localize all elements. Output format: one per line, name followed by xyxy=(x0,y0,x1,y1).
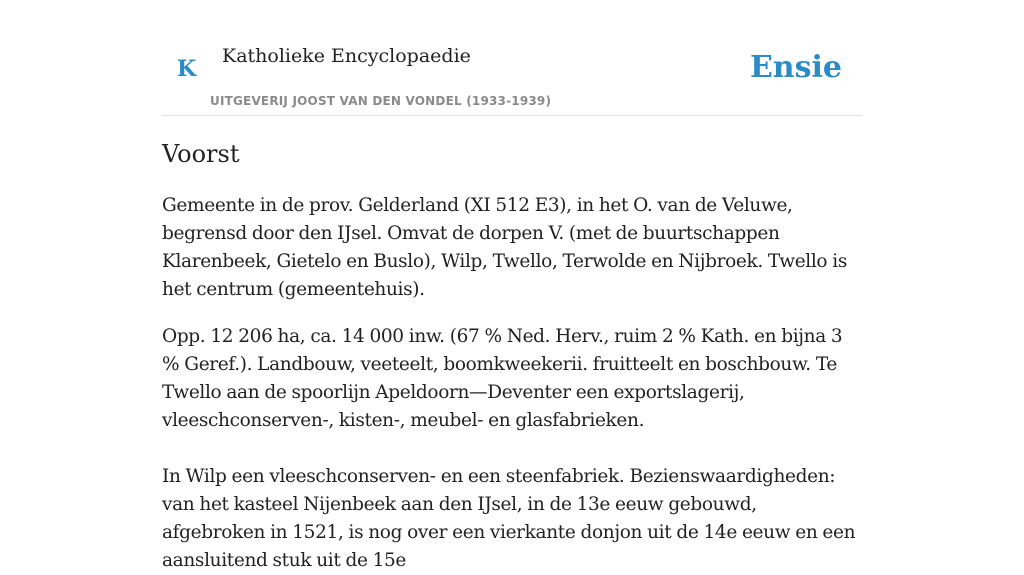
ensie-logo[interactable]: Ensie xyxy=(749,50,842,85)
page xyxy=(162,0,862,571)
entry-paragraph: Gemeente in de prov. Gelderland (XI 512 E3), in het O. van de Veluwe, begrensd door den IJsel. Omvat de dorpen V. (met de buurtschappen Klarenbeek, Gietelo en Buslo), Wilp, Twello, Terwolde en Nijbroek. Twello is het centrum (gemeentehuis). xyxy=(162,195,847,300)
book-title[interactable]: Katholieke Encyclopaedie xyxy=(222,45,471,67)
encyclopedia-logo[interactable]: K xyxy=(177,56,197,82)
entry-paragraph: Opp. 12 206 ha, ca. 14 000 inw. (67 % Ned. Herv., ruim 2 % Kath. en bijna 3 % Geref.). Landbouw, veeteelt, boomkweekerii. fruitteelt en boschbouw. Te Twello aan de spoorlijn Apeldoorn—Deventer een exportslagerij, vleeschconserven-, kisten-, meubel- en glasfabrieken. xyxy=(162,326,843,431)
publisher-label: UITGEVERIJ JOOST VAN DEN VONDEL (1933-1939) xyxy=(210,94,552,108)
entry-title: Voorst xyxy=(162,140,240,168)
entry-paragraph: In Wilp een vleeschconserven- en een steenfabriek. Bezienswaardigheden: van het kasteel Nijenbeek aan den IJsel, in de 13e eeuw gebouwd, afgebroken in 1521, is nog over een vierkante donjon uit de 14e eeuw en een aansluitend stuk uit de 15e xyxy=(162,466,856,571)
entry-body xyxy=(162,192,862,575)
header xyxy=(162,0,862,116)
